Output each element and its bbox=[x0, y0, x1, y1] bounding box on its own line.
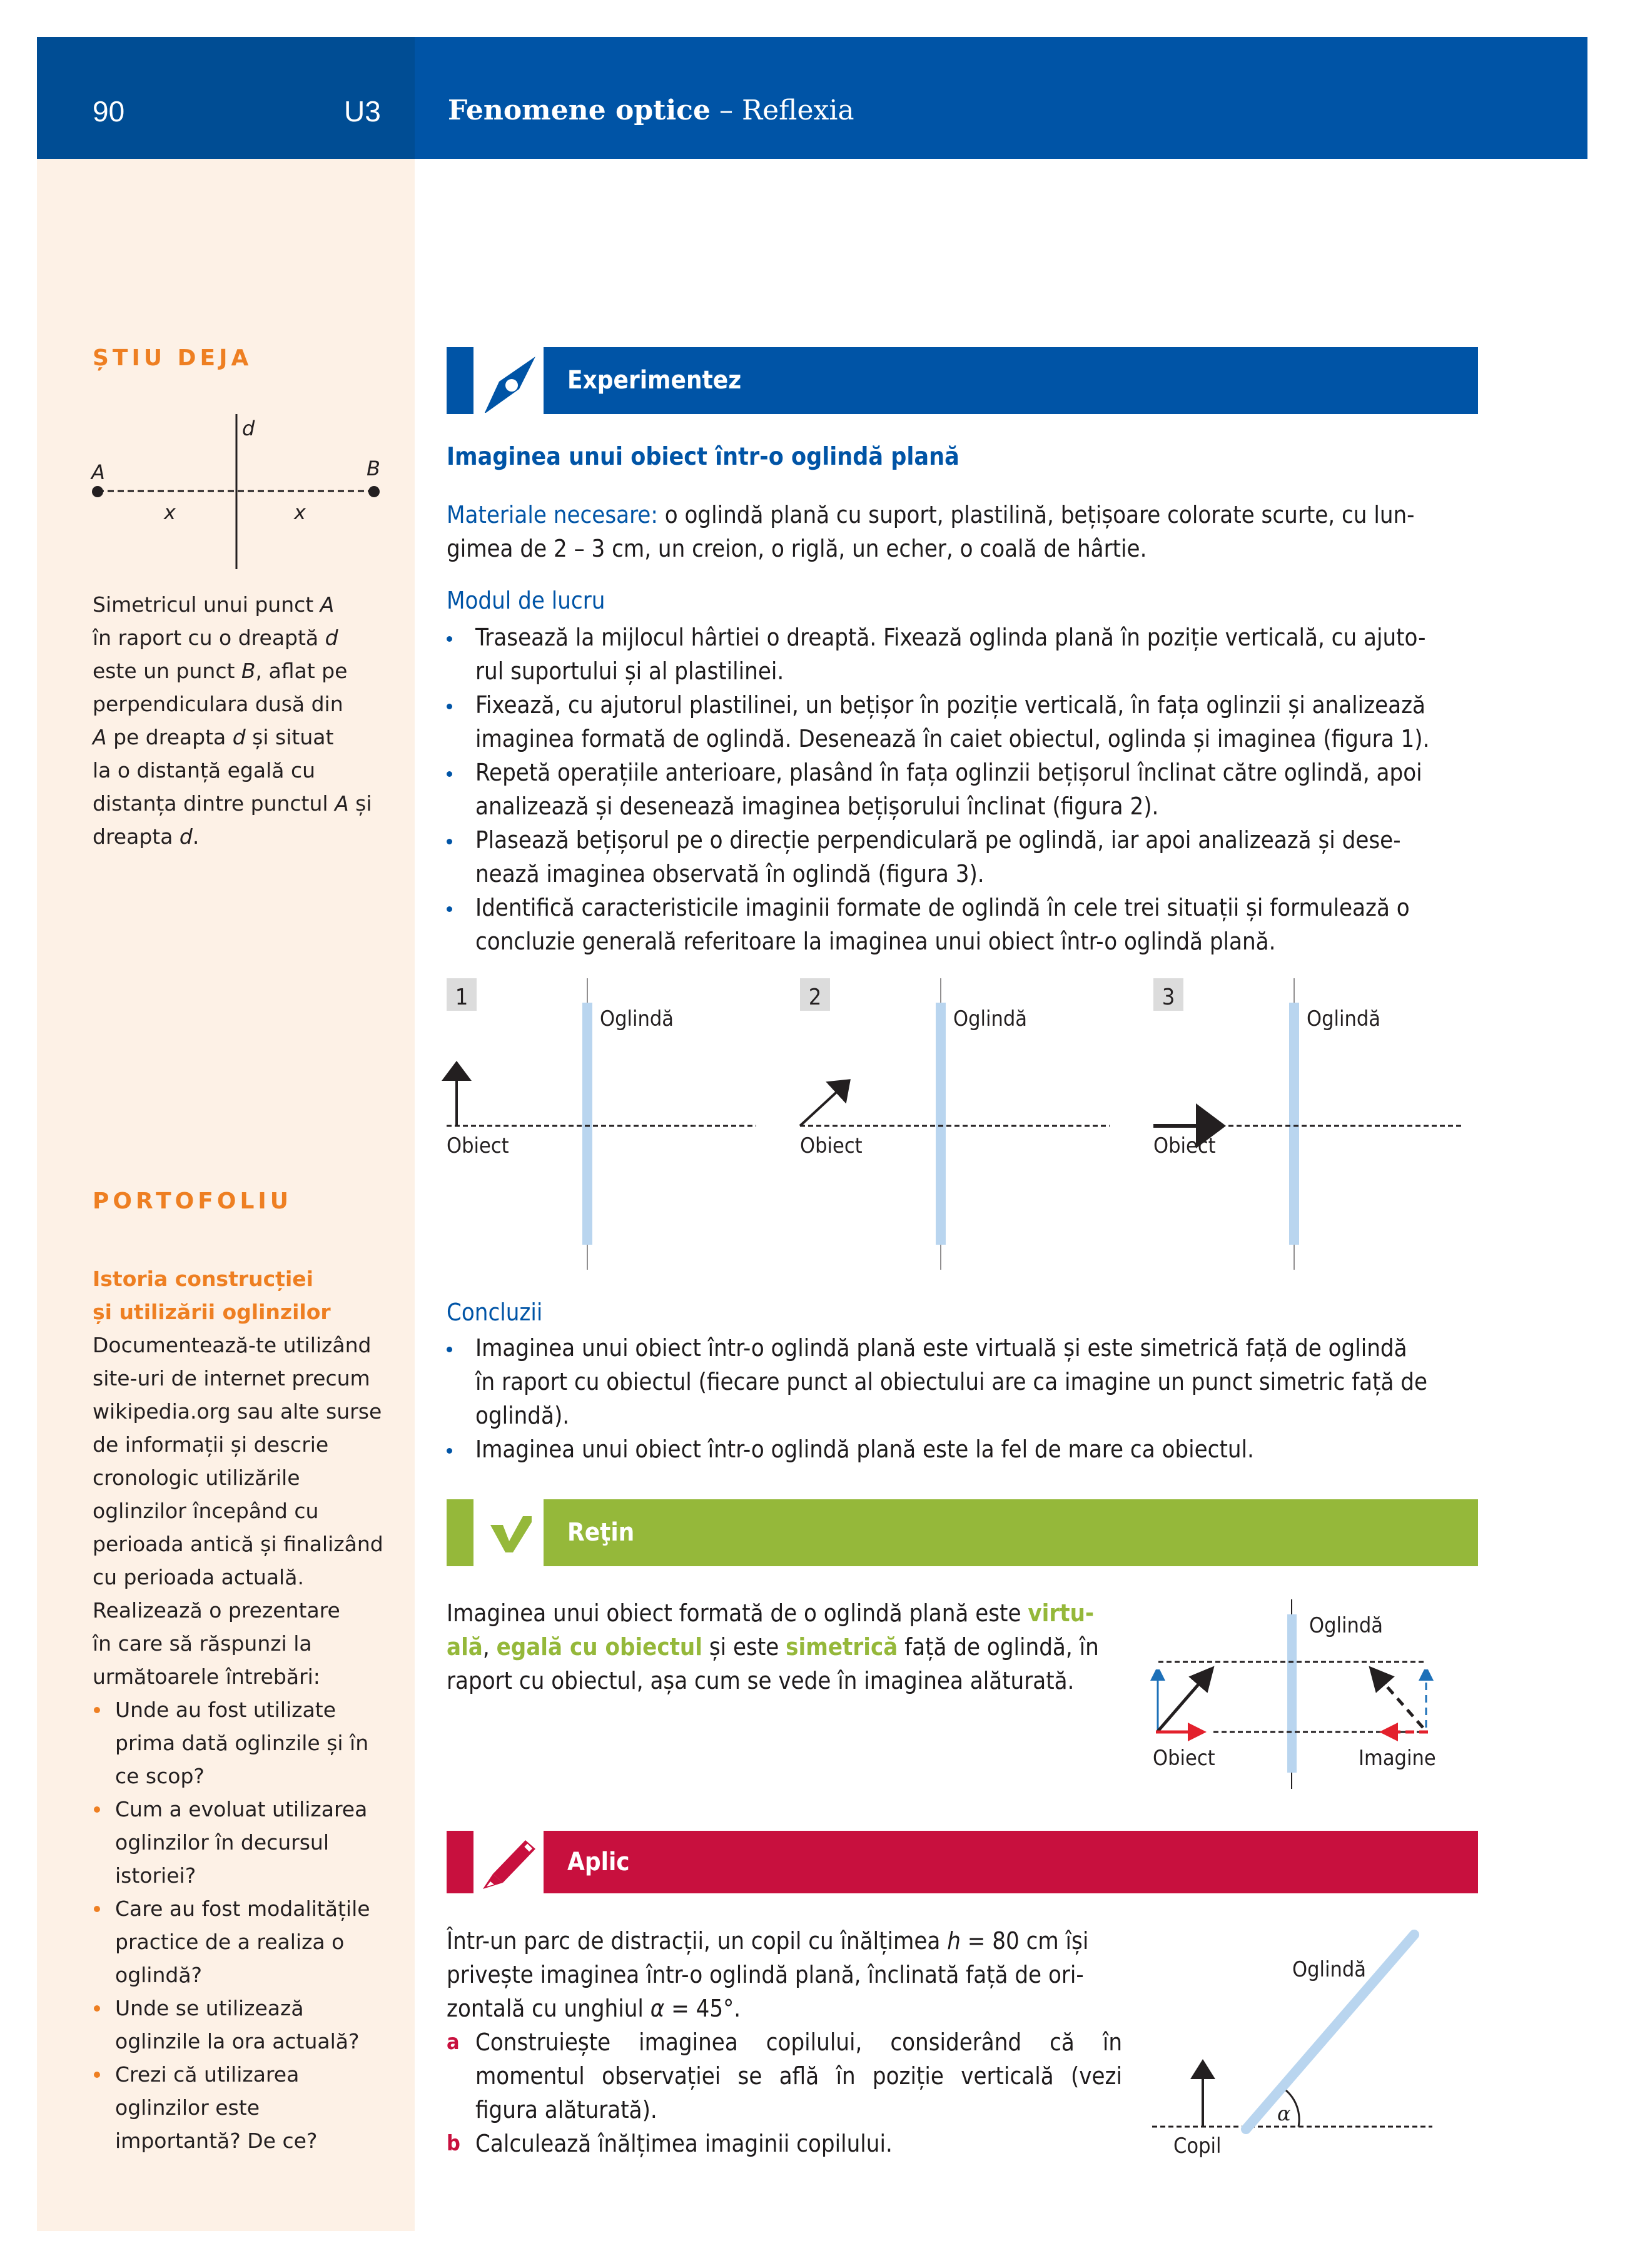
page-title bbox=[448, 94, 854, 126]
text-line: perpendiculara dusă din bbox=[93, 692, 343, 716]
italic-symbol: d bbox=[232, 725, 246, 749]
method-step bbox=[447, 756, 1485, 823]
aplic-mirror-label: Oglindă bbox=[1292, 1957, 1367, 1982]
text-line: momentul observației se află în poziție verticală (vezi bbox=[475, 2062, 1122, 2090]
mirror-label: Oglindă bbox=[1307, 1006, 1381, 1031]
conclusions-list bbox=[447, 1331, 1485, 1466]
text-line: în care să răspunzi la bbox=[93, 1631, 312, 1656]
text-line: oglindă? bbox=[115, 1963, 203, 1987]
text-line: Construiește imaginea copilului, considerând că în bbox=[475, 2028, 1122, 2056]
materials-label: Materiale necesare: bbox=[447, 501, 658, 529]
method-steps bbox=[447, 620, 1485, 958]
method-step bbox=[447, 823, 1485, 891]
text-line: ală, egală cu obiectul și este simetrică față de oglindă, în bbox=[447, 1633, 1099, 1661]
question-item bbox=[93, 1892, 405, 1992]
text-line: Calculează înălțimea imaginii copilului. bbox=[475, 2130, 893, 2157]
portofoliu-subtitle-2: și utilizării oglinzilor bbox=[93, 1300, 331, 1324]
retin-bar-stub bbox=[447, 1499, 473, 1566]
experimentez-bar-stub bbox=[447, 347, 473, 414]
compass-icon bbox=[482, 350, 538, 413]
text-line: de informații și descrie bbox=[93, 1432, 329, 1457]
question-item bbox=[93, 2058, 405, 2157]
object-label: Obiect bbox=[447, 1133, 509, 1158]
task-label: a bbox=[447, 2030, 460, 2055]
chapter-title: Fenomene optice bbox=[448, 94, 711, 126]
stiu-deja-heading: ȘTIU DEJA bbox=[93, 345, 253, 371]
italic-symbol: A bbox=[93, 725, 107, 749]
mirror bbox=[1289, 1003, 1299, 1245]
text-line: Crezi că utilizarea bbox=[115, 2062, 300, 2087]
object-black-arrow bbox=[1158, 1671, 1210, 1731]
point-b-dot bbox=[368, 486, 380, 497]
title-separator: – bbox=[710, 94, 742, 126]
text-line: Imaginea unui obiect într-o oglindă plană este la fel de mare ca obiectul. bbox=[475, 1435, 1254, 1463]
text-line: în raport cu o dreaptă d bbox=[93, 625, 338, 650]
question-item bbox=[93, 1793, 405, 1892]
text-line: Care au fost modalitățile bbox=[115, 1896, 370, 1921]
highlight-term: simetrică bbox=[786, 1633, 898, 1661]
portofoliu-block bbox=[93, 1262, 405, 2157]
method-step bbox=[447, 891, 1485, 958]
text-line: în raport cu obiectul (fiecare punct al obiectului are ca imagine un punct simetric față de bbox=[475, 1368, 1428, 1395]
text-line: figura alăturată). bbox=[475, 2096, 657, 2124]
text-line: Identifică caracteristicile imaginii formate de oglindă în cele trei situații și formulează o bbox=[475, 894, 1410, 921]
stiu-deja-text bbox=[93, 588, 405, 853]
materials-line-1: o oglindă plană cu suport, plastilină, bețișoare colorate scurte, cu lun- bbox=[657, 501, 1415, 529]
portofoliu-heading: PORTOFOLIU bbox=[93, 1188, 293, 1214]
aplic-figure bbox=[1126, 1908, 1501, 2170]
unit-label: U3 bbox=[344, 95, 381, 128]
symmetry-diagram bbox=[75, 388, 400, 575]
text-line: privește imaginea într-o oglindă plană, înclinată față de ori- bbox=[447, 1961, 1084, 1988]
text-line: analizează și desenează imaginea bețișorului înclinat (figura 2). bbox=[475, 792, 1159, 820]
label-x-left: x bbox=[164, 500, 176, 524]
image-black-arrow bbox=[1373, 1671, 1423, 1728]
text-line: imaginea formată de oglindă. Desenează în caiet obiectul, oglinda și imaginea (figura 1). bbox=[475, 725, 1430, 752]
object-arrow bbox=[800, 1081, 849, 1126]
text-line: raport cu obiectul, așa cum se vede în imaginea alăturată. bbox=[447, 1667, 1075, 1694]
text-line: Fixează, cu ajutorul plastilinei, un bețișor în poziție verticală, în fața oglinzii și analizează bbox=[475, 691, 1425, 719]
text-line: Într-un parc de distracții, un copil cu înălțimea h = 80 cm își bbox=[447, 1927, 1089, 1955]
italic-symbol: A bbox=[335, 791, 349, 816]
retin-figure bbox=[1126, 1589, 1501, 1795]
text-line: Simetricul unui punct A bbox=[93, 592, 335, 617]
text-line: oglinzile la ora actuală? bbox=[115, 2029, 360, 2053]
page-number: 90 bbox=[93, 95, 125, 128]
text-line: Trasează la mijlocul hârtiei o dreaptă. Fixează oglinda plană în poziție verticală, cu ajuto- bbox=[475, 624, 1426, 651]
retin-text bbox=[447, 1596, 1122, 1698]
conclusions-heading: Concluzii bbox=[447, 1299, 543, 1326]
mirror bbox=[936, 1003, 946, 1245]
text-line: zontală cu unghiul α = 45°. bbox=[447, 1995, 741, 2022]
label-x-right: x bbox=[294, 500, 306, 524]
text-line: Unde au fost utilizate bbox=[115, 1698, 337, 1722]
retin-mirror-label: Oglindă bbox=[1309, 1613, 1384, 1638]
italic-symbol: h bbox=[947, 1927, 961, 1955]
highlight-term: virtu- bbox=[1028, 1599, 1095, 1627]
angle-label: α bbox=[1277, 2102, 1291, 2125]
task-item bbox=[447, 2127, 1122, 2160]
label-d: d bbox=[242, 417, 255, 440]
text-line: rul suportului și al plastilinei. bbox=[475, 657, 784, 685]
label-a: A bbox=[91, 460, 105, 484]
figure-number: 2 bbox=[808, 985, 822, 1010]
task-item bbox=[447, 2025, 1122, 2127]
lesson-title: Reflexia bbox=[741, 94, 854, 126]
method-step bbox=[447, 620, 1485, 688]
conclusion-item bbox=[447, 1432, 1485, 1466]
pencil-icon bbox=[480, 1838, 543, 1894]
italic-symbol: d bbox=[325, 625, 338, 650]
conclusion-item bbox=[447, 1331, 1485, 1432]
text-line: dreapta d. bbox=[93, 824, 200, 849]
figure-number: 3 bbox=[1162, 985, 1175, 1010]
aplic-tasks bbox=[447, 2025, 1122, 2160]
portofoliu-body bbox=[93, 1329, 405, 1693]
object-label: Obiect bbox=[1153, 1133, 1216, 1158]
text-line: oglinzilor în decursul bbox=[115, 1830, 330, 1855]
text-line: Cum a evoluat utilizarea bbox=[115, 1797, 368, 1821]
text-line: Imaginea unui obiect formată de o oglindă plană este virtu- bbox=[447, 1599, 1095, 1627]
text-line: Repetă operațiile anterioare, plasând în fața oglinzii bețișorul înclinat către oglindă, apoi bbox=[475, 759, 1422, 786]
experimentez-bar: Experimentez bbox=[544, 347, 1478, 414]
task-label: b bbox=[447, 2131, 460, 2156]
object-label: Obiect bbox=[800, 1133, 863, 1158]
mirror bbox=[582, 1003, 592, 1245]
retin-object-label: Obiect bbox=[1153, 1746, 1215, 1771]
text-line: următoarele întrebări: bbox=[93, 1664, 320, 1689]
aplic-bar-stub bbox=[447, 1831, 473, 1893]
aplic-bar: Aplic bbox=[544, 1831, 1478, 1893]
text-line: Documentează-te utilizând bbox=[93, 1333, 372, 1357]
text-line: concluzie generală referitoare la imaginea unui obiect într-o oglindă plană. bbox=[475, 928, 1276, 955]
text-line: Realizează o prezentare bbox=[93, 1598, 340, 1623]
method-heading: Modul de lucru bbox=[447, 587, 605, 614]
experiment-figures bbox=[438, 963, 1489, 1288]
label-b: B bbox=[367, 457, 380, 480]
text-line: perioada antică și finalizând bbox=[93, 1532, 383, 1556]
retin-image-label: Imagine bbox=[1359, 1746, 1436, 1771]
text-line: importantă? De ce? bbox=[115, 2129, 318, 2153]
question-item bbox=[93, 1992, 405, 2058]
highlight-term: egală cu obiectul bbox=[496, 1633, 702, 1661]
italic-symbol: α bbox=[650, 1995, 665, 2022]
checkmark-icon bbox=[488, 1514, 532, 1557]
highlight-term: ală bbox=[447, 1633, 483, 1661]
text-line: istoriei? bbox=[115, 1863, 196, 1888]
aplic-intro bbox=[447, 1924, 1122, 2025]
text-line: prima dată oglinzile și în bbox=[115, 1731, 369, 1755]
text-line: practice de a realiza o bbox=[115, 1930, 345, 1954]
italic-symbol: A bbox=[320, 592, 335, 617]
italic-symbol: d bbox=[179, 824, 193, 849]
text-line: Unde se utilizează bbox=[115, 1996, 304, 2020]
text-line: nează imaginea observată în oglindă (figura 3). bbox=[475, 860, 985, 888]
text-line: wikipedia.org sau alte surse bbox=[93, 1399, 382, 1424]
text-line: ce scop? bbox=[115, 1764, 205, 1788]
portofoliu-subtitle-1: Istoria construcției bbox=[93, 1267, 313, 1291]
text-line: Imaginea unui obiect într-o oglindă plană este virtuală și este simetrică față de oglindă bbox=[475, 1334, 1407, 1362]
text-line: site-uri de internet precum bbox=[93, 1366, 370, 1390]
figure-number: 1 bbox=[455, 985, 468, 1010]
question-item bbox=[93, 1693, 405, 1793]
materials-line-2: gimea de 2 – 3 cm, un creion, o riglă, un echer, o coală de hârtie. bbox=[447, 535, 1147, 562]
experiment-title: Imaginea unui obiect într-o oglindă plană bbox=[447, 443, 959, 471]
materials bbox=[447, 498, 1485, 565]
retin-bar: Reţin bbox=[544, 1499, 1478, 1566]
aplic-problem bbox=[447, 1924, 1122, 2160]
point-a-dot bbox=[92, 486, 103, 497]
text-line: distanța dintre punctul A și bbox=[93, 791, 372, 816]
text-line: cronologic utilizările bbox=[93, 1466, 300, 1490]
method-step bbox=[447, 688, 1485, 756]
text-line: este un punct B, aflat pe bbox=[93, 659, 348, 683]
text-line: oglindă). bbox=[475, 1402, 570, 1429]
portofoliu-questions bbox=[93, 1693, 405, 2157]
child-label: Copil bbox=[1173, 2134, 1222, 2159]
text-line: oglinzilor este bbox=[115, 2095, 260, 2120]
retin-mirror bbox=[1287, 1614, 1297, 1773]
italic-symbol: B bbox=[241, 659, 256, 683]
mirror-label: Oglindă bbox=[953, 1006, 1028, 1031]
mirror-label: Oglindă bbox=[600, 1006, 674, 1031]
text-line: A pe dreapta d și situat bbox=[93, 725, 334, 749]
text-line: Plasează bețișorul pe o direcție perpendiculară pe oglindă, iar apoi analizează și dese- bbox=[475, 826, 1401, 854]
text-line: oglinzilor începând cu bbox=[93, 1499, 319, 1523]
text-line: la o distanță egală cu bbox=[93, 758, 316, 782]
text-line: cu perioada actuală. bbox=[93, 1565, 304, 1589]
